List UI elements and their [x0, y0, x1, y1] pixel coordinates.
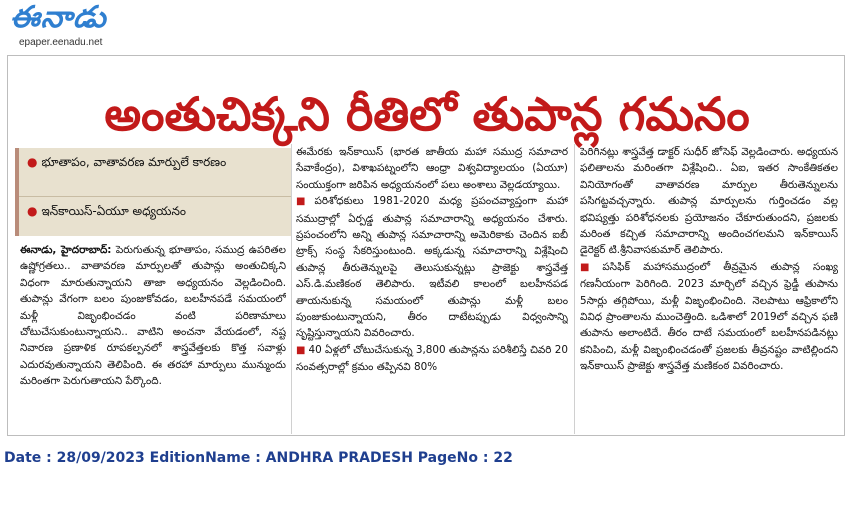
article-column-2 [296, 144, 568, 434]
column-divider [574, 144, 575, 434]
newspaper-clipping [7, 55, 845, 436]
article-column-3 [580, 144, 838, 434]
bullet-icon: ● [27, 204, 38, 218]
highlight-divider [19, 196, 291, 197]
masthead [8, 0, 208, 52]
highlights-box [15, 148, 291, 236]
highlight-item: ● ఇన్‌కాయిస్‌-ఏయూ అధ్యయనం [27, 204, 186, 218]
paragraph-marker-icon: ■ [296, 344, 306, 356]
article-column-1 [20, 242, 286, 430]
article-paragraph: ■ పసిఫిక్‌ మహాసముద్రంలో తీవ్రమైన తుపాన్ల సంఖ్య గణనీయంగా పెరిగింది. 2023 మార్చిలో వచ్చిన ఫ్రెడ్డీ తుపాను 5సార్లు తగ్గిపోయి, మళ్లీ విజృంభించింది. నెలపాటు ఆఫ్రికాలోని వివిధ ప్రాంతాలను ముంచెత్తింది. ఒడిశాలో 2019లో వచ్చిన ఫణి తుపాను అలాంటిదే. తీరం దాటే సమయంలో బలహీనపడినట్లు కనిపించి, మళ్లీ విజృంభించడంతో ప్రజలకు తీవ్రనష్టం వాటిల్లిందని ఇన్‌కాయిస్‌ ప్రాజెక్టు శాస్త్రవేత్త మణికంఠ వివరించారు. [580, 260, 838, 373]
dateline: ఈనాడు, హైదరాబాద్‌: [20, 244, 112, 256]
bullet-icon: ● [27, 155, 38, 169]
article-paragraph: పెరిగినట్లు శాస్త్రవేత్త డాక్టర్‌ సుధీర్‌ జోసెఫ్‌ వెల్లడించారు. అధ్యయన ఫలితాలను మరింతగా విశ్లేషించి.. ఏఐ, ఇతర సాంకేతికతల వినియోగంతో వాతావరణ మార్పుల తీరుతెన్నులను పసిగట్టవచ్చన్నారు. తుపాన్ల మార్పులను గుర్తించడం వల్ల భవిష్యత్తు పరిశోధనలకు ప్రయోజనం చేకూరుతుందని, ప్రజలకు మరింత కచ్చిత సమాచారాన్ని అందించగలమని ఇన్‌కాయిస్‌ డైరెక్టర్‌ టి.శ్రీనివాసకుమార్‌ తెలిపారు. [580, 146, 838, 257]
article-paragraph: ఈమేరకు ఇన్‌కాయిస్‌ (భారత జాతీయ మహా సముద్ర సమాచార సేవాకేంద్రం), విశాఖపట్నంలోని ఆంధ్రా విశ్వవిద్యాలయం (ఏయూ) సంయుక్తంగా జరిపిన అధ్యయనంలో పలు అంశాలు వెల్లడయ్యాయి. [296, 146, 568, 191]
paragraph-marker-icon: ■ [296, 196, 312, 208]
column-divider [291, 144, 292, 434]
site-url: epaper.eenadu.net [19, 37, 103, 48]
highlight-item: ● భూతాపం, వాతావరణ మార్పులే కారణం [27, 155, 227, 169]
edition-footer: Date : 28/09/2023 EditionName : ANDHRA PRADESH PageNo : 22 [4, 450, 513, 466]
paragraph-marker-icon: ■ [580, 261, 600, 273]
article-paragraph: ■ పరిశోధకులు 1981-2020 మధ్య ప్రపంచవ్యాప్తంగా మహా సముద్రాల్లో ఏర్పడ్డ తుపాన్ల సమాచారాన్ని అధ్యయనం చేశారు. ప్రపంచంలోని అన్ని తుపాన్ల సమాచారాన్ని అమెరికాకు చెందిన ఐబీ ట్రాక్స్‌ సంస్థ సేకరిస్తుంటుంది. అక్కడున్న సమాచారాన్ని విశ్లేషించి తుపాన్ల తీరుతెన్నులపై తెలుసుకున్నట్లు ప్రాజెక్టు శాస్త్రవేత్త ఎస్‌.డి.మణికంఠ తెలిపారు. ఇటీవలి కాలంలో బలహీనపడ తాయనుకున్న సమయంలో తుపాన్లు మళ్లీ బలం పుంజుకుంటున్నాయని, తీరం దాటేటప్పుడు విధ్వంసాన్ని సృష్టిస్తున్నాయని వివరించారు. [296, 195, 568, 340]
headline: అంతుచిక్కని రీతిలో తుపాన్ల గమనం [104, 87, 750, 141]
eenadu-logo: ఈనాడు [10, 0, 107, 35]
article-text: పెరుగుతున్న భూతాపం, సముద్ర ఉపరితల ఉష్ణోగ్రతలు.. వాతావరణ మార్పులతో తుపాన్లు అంతుచిక్కని విధంగా మారుతున్నాయని తాజా అధ్యయనం వెల్లడించింది. తుపాన్లు వేగంగా బలం పుంజుకోవడం, బలహీనపడే సమయంలో మళ్లీ విజృంభించడం వంటి పరిణామాలు చోటుచేసుకుంటున్నాయని.. వాటిని అంచనా వేయడంలో, నష్ట నివారణ ప్రణాళిక రూపకల్పనలో శాస్త్రవేత్తలకు కొత్త సవాళ్లు ఎదురవుతున్నాయని తెలిపింది. ఈ తరహా మార్పులు మున్ముందు మరింతగా పెరుగుతాయని పేర్కొంది. [20, 244, 286, 388]
article-paragraph: ■ 40 ఏళ్లలో చోటుచేసుకున్న 3,800 తుపాన్లను పరిశీలిస్తే చివరి 20 సంవత్సరాల్లో క్రమం తప్పినవి 80% [296, 343, 568, 374]
